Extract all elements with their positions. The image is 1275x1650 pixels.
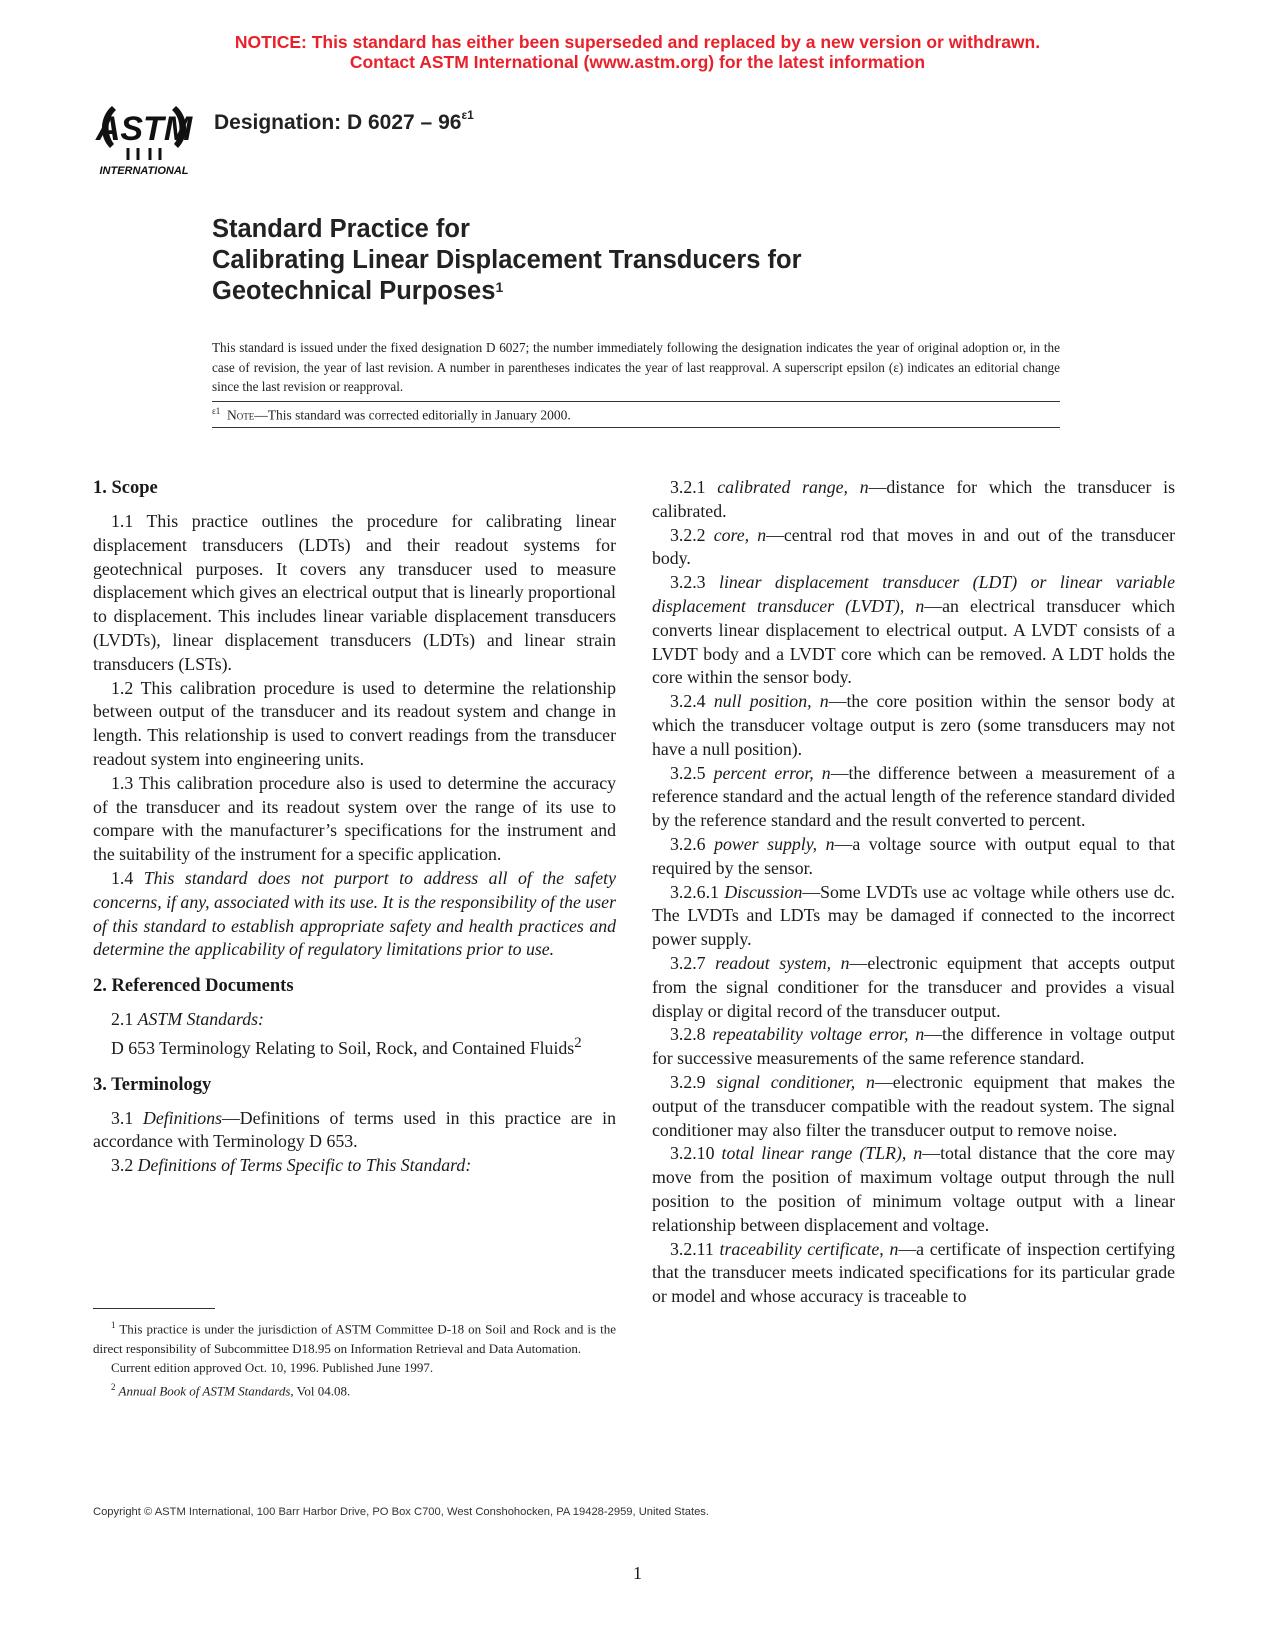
paragraph-1-2: 1.2 This calibration procedure is used to determine the relationship between output of the transducer and its readout system and change in length. This relationship is used to convert readings from the transducer readout system into engineering units. (93, 677, 616, 769)
title-line-1: Standard Practice for (212, 215, 470, 243)
logo-letters: ASTM (95, 110, 193, 148)
designation-text: Designation: D 6027 – 96 (214, 111, 462, 134)
definition-3-2-9: 3.2.9 signal conditioner, n—electronic equipment that makes the output of the transducer compatible with the readout system. The signal conditioner may also filter the transducer output to remove noise. (652, 1071, 1175, 1140)
footnote-1: $^1$ This practice is under the jurisdiction of ASTM Committee D-18 on Soil and Rock and is the direct responsibility of Subcommittee D18.95 on Information Retrieval and Data Automation. (93, 1320, 616, 1356)
designation-sup: ε1 (461, 108, 474, 122)
editorial-note: $^{\varepsilon 1}$ Note—This standard was corrected editorially in January 2000. (212, 406, 571, 423)
paragraph-2-1: 2.1 ASTM Standards: (111, 1009, 264, 1030)
footnote-divider (93, 1308, 215, 1309)
section-heading-scope: 1. Scope (93, 478, 158, 498)
definition-3-2-4: 3.2.4 null position, n—the core position within the sensor body at which the transducer voltage output is zero (some transducers may not have a null position). (652, 691, 1176, 759)
paragraph-3-2: 3.2 Definitions of Terms Specific to This Standard: (111, 1155, 472, 1176)
definition-3-2-8: 3.2.8 repeatability voltage error, n—the difference in voltage output for successive measurements of the same reference standard. (652, 1024, 1175, 1069)
definition-3-2-6: 3.2.6 power supply, n—a voltage source with output equal to that required by the sensor. (652, 833, 1176, 878)
paragraph-1-3: 1.3 This calibration procedure also is used to determine the accuracy of the transducer and its readout system over the range of its use to compare with the manufacturer’s specifications for the instrument and the suitability of the instrument for a specific application. (93, 772, 616, 865)
right-column (652, 476, 1175, 1309)
notice-line-1: NOTICE: This standard has either been superseded and replaced by a new version or withdrawn. (234, 32, 1041, 52)
footnote-1-edition: Current edition approved Oct. 10, 1996. Published June 1997. (111, 1360, 434, 1376)
footnote-2: $^2$ Annual Book of ASTM Standards, Vol 04.08. (111, 1381, 351, 1399)
definition-3-2-10: 3.2.10 total linear range (TLR), n—total distance that the core may move from the position of maximum voltage output through the null position to the position of minimum voltage output with a linear relationship between displacement and voltage. (652, 1143, 1175, 1235)
title-line-2: Calibrating Linear Displacement Transducers for (212, 246, 802, 274)
definition-3-2-2: 3.2.2 core, n—central rod that moves in and out of the transducer body. (652, 524, 1176, 569)
left-column (93, 476, 616, 1178)
paragraph-3-1: 3.1 Definitions—Definitions of terms used in this practice are in accordance with Terminology D 653. (93, 1107, 616, 1152)
notice-line-2: Contact ASTM International (www.astm.org) for the latest information (349, 52, 926, 72)
reference-d653: D 653 Terminology Relating to Soil, Rock, and Contained Fluids$^2$ (111, 1034, 582, 1058)
section-heading-terminology: 3. Terminology (93, 1074, 212, 1095)
definition-3-2-5: 3.2.5 percent error, n—the difference between a measurement of a reference standard and the actual length of the reference standard divided by the reference standard and the result converted to percent. (652, 762, 1176, 831)
designation (214, 110, 474, 135)
copyright-line: Copyright © ASTM International, 100 Barr Harbor Drive, PO Box C700, West Conshohocken, PA 19428-2959, United States. (93, 1506, 709, 1518)
document-title (212, 214, 802, 307)
paragraph-1-4: 1.4 This standard does not purport to address all of the safety concerns, if any, associated with its use. It is the responsibility of the user of this standard to establish appropriate safety and health practices and determine the applicability of regulatory limitations prior to use. (93, 867, 617, 960)
definition-3-2-1: 3.2.1 calibrated range, n—distance for which the transducer is calibrated. (652, 477, 1175, 521)
astm-logo (94, 86, 194, 186)
divider (212, 401, 1060, 402)
paragraph-1-1: 1.1 This practice outlines the procedure for calibrating linear displacement transducers (LDTs) and their readout systems for geotechnical purposes. It covers any transducer used to measure displacement which gives an electrical output that is linearly proportional to displacement. This includes linear variable displacement transducers (LVDTs), linear displacement transducers (LDTs) and linear strain transducers (LSTs). (93, 511, 616, 674)
definition-3-2-6-1: 3.2.6.1 Discussion—Some LVDTs use ac voltage while others use dc. The LVDTs and LDTs may be damaged if connected to the incorrect power supply. (652, 881, 1176, 950)
logo-subtitle: INTERNATIONAL (99, 165, 189, 177)
divider (212, 427, 1060, 428)
page-number: 1 (633, 1563, 642, 1583)
footnotes (93, 1316, 616, 1401)
section-heading-referenced-documents: 2. Referenced Documents (93, 976, 294, 997)
issued-paragraph: This standard is issued under the fixed designation D 6027; the number immediately following the designation indicates the year of original adoption or, in the case of revision, the year of last revision. A number in parentheses indicates the year of last reapproval. A superscript epsilon (ε) indicates an editorial change since the last revision or reapproval. (212, 340, 1060, 394)
notice-banner (0, 32, 1275, 72)
definition-3-2-7: 3.2.7 readout system, n—electronic equipment that accepts output from the signal conditioner for the transducer and provides a visual display or digital record of the transducer output. (652, 952, 1175, 1021)
title-line-3: Geotechnical Purposes$^1$ (212, 277, 504, 305)
definition-3-2-3: 3.2.3 linear displacement transducer (LDT) or linear variable displacement transducer (LVDT), n—an electrical transducer which converts linear displacement to electrical output. A LVDT consists of a LVDT body and a LVDT core which can be removed. A LDT holds the core within the sensor body. (652, 572, 1176, 688)
definition-3-2-11: 3.2.11 traceability certificate, n—a certificate of inspection certifying that the transducer meets indicated specifications for its particular grade or model and whose accuracy is traceable to (652, 1238, 1175, 1307)
